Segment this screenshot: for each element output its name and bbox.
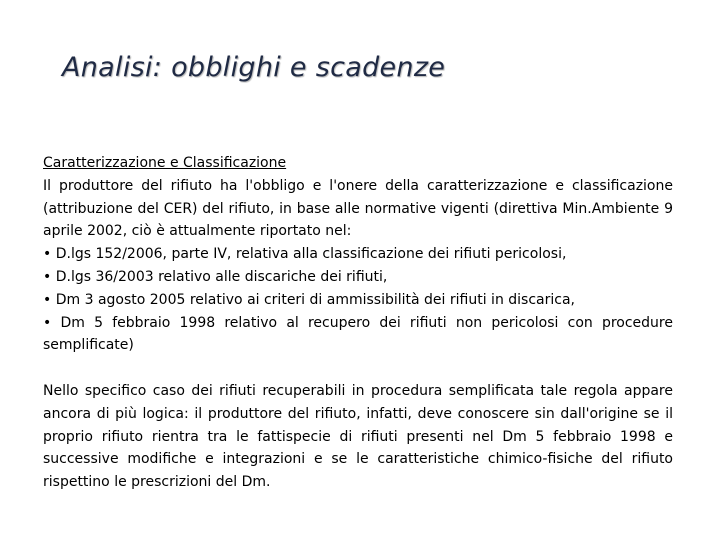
regulation-item: • D.lgs 152/2006, parte IV, relativa alla classificazione dei rifiuti pericolosi,	[43, 243, 673, 266]
regulation-list	[43, 243, 673, 357]
paragraph-spacer	[43, 357, 673, 380]
regulation-item: • Dm 3 agosto 2005 relativo ai criteri di ammissibilità dei rifiuti in discarica,	[43, 289, 673, 312]
slide-title: Analisi: obblighi e scadenze	[62, 52, 446, 83]
regulation-item: • D.lgs 36/2003 relativo alle discariche dei rifiuti,	[43, 266, 673, 289]
intro-paragraph: Il produttore del rifiuto ha l'obbligo e l'onere della caratterizzazione e classificazione (attribuzione del CER) del rifiuto, in base alle normative vigenti (direttiva Min.Ambiente 9 aprile 2002, ciò è attualmente riportato nel:	[43, 177, 673, 240]
section-heading: Caratterizzazione e Classificazione	[43, 155, 287, 171]
slide-body	[43, 152, 673, 494]
regulation-item: • Dm 5 febbraio 1998 relativo al recupero dei rifiuti non pericolosi con procedure semplificate)	[43, 312, 673, 358]
closing-paragraph: Nello specifico caso dei rifiuti recuperabili in procedura semplificata tale regola appare ancora di più logica: il produttore del rifiuto, infatti, deve conoscere sin dall'origine se il proprio rifiuto rientra tra le fattispecie di rifiuti presenti nel Dm 5 febbraio 1998 e successive modifiche e integrazioni e se le caratteristiche chimico-fisiche del rifiuto rispettino le prescrizioni del Dm.	[43, 382, 673, 491]
